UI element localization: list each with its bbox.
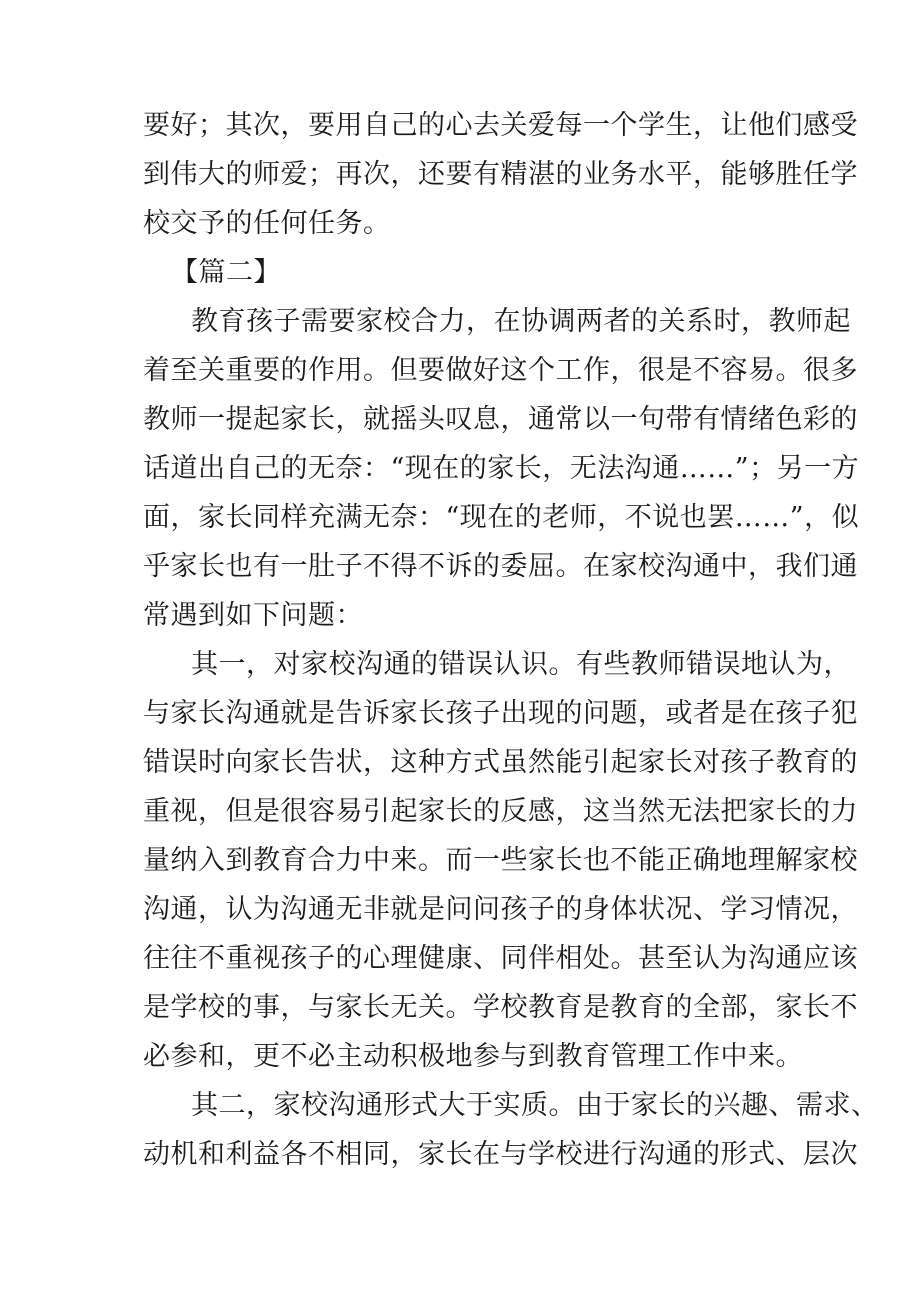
paragraph-first-line: 教育孩子需要家校合力，在协调两者的关系时，教师起 (191, 306, 851, 337)
text-line: 量纳入到教育合力中来。而一些家长也不能正确地理解家校 (143, 845, 858, 876)
text-line: 着至关重要的作用。但要做好这个工作，很是不容易。很多 (143, 355, 858, 386)
text-line: 要好；其次，要用自己的心去关爱每一个学生，让他们感受 (143, 110, 858, 141)
text-line: 话道出自己的无奈：“现在的家长，无法沟通……”；另一方 (143, 453, 860, 484)
text-line: 是学校的事，与家长无关。学校教育是教育的全部，家长不 (143, 992, 858, 1023)
text-line: 到伟大的师爱；再次，还要有精湛的业务水平，能够胜任学 (143, 159, 858, 190)
text-line: 沟通，认为沟通无非就是问问孩子的身体状况、学习情况， (143, 894, 858, 925)
text-line: 重视，但是很容易引起家长的反感，这当然无法把家长的力 (143, 796, 858, 827)
text-line: 校交予的任何任务。 (143, 208, 391, 239)
text-line: 错误时向家长告状，这种方式虽然能引起家长对孩子教育的 (143, 747, 858, 778)
text-line: 动机和利益各不相同，家长在与学校进行沟通的形式、层次 (143, 1139, 858, 1170)
text-line: 必参和，更不必主动积极地参与到教育管理工作中来。 (143, 1041, 803, 1072)
paragraph-first-line: 其一，对家校沟通的错误认识。有些教师错误地认为， (191, 649, 851, 680)
text-line: 面，家长同样充满无奈：“现在的老师，不说也罢……”，似 (143, 502, 860, 533)
text-line: 乎家长也有一肚子不得不诉的委屈。在家校沟通中，我们通 (143, 551, 858, 582)
text-line: 与家长沟通就是告诉家长孩子出现的问题，或者是在孩子犯 (143, 698, 858, 729)
text-line: 教师一提起家长，就摇头叹息，通常以一句带有情绪色彩的 (143, 404, 858, 435)
text-line: 往往不重视孩子的心理健康、同伴相处。甚至认为沟通应该 (143, 943, 858, 974)
section-heading: 【篇二】 (171, 257, 281, 288)
paragraph-first-line: 其二，家校沟通形式大于实质。由于家长的兴趣、需求、 (191, 1090, 879, 1121)
text-line: 常遇到如下问题： (143, 600, 363, 631)
